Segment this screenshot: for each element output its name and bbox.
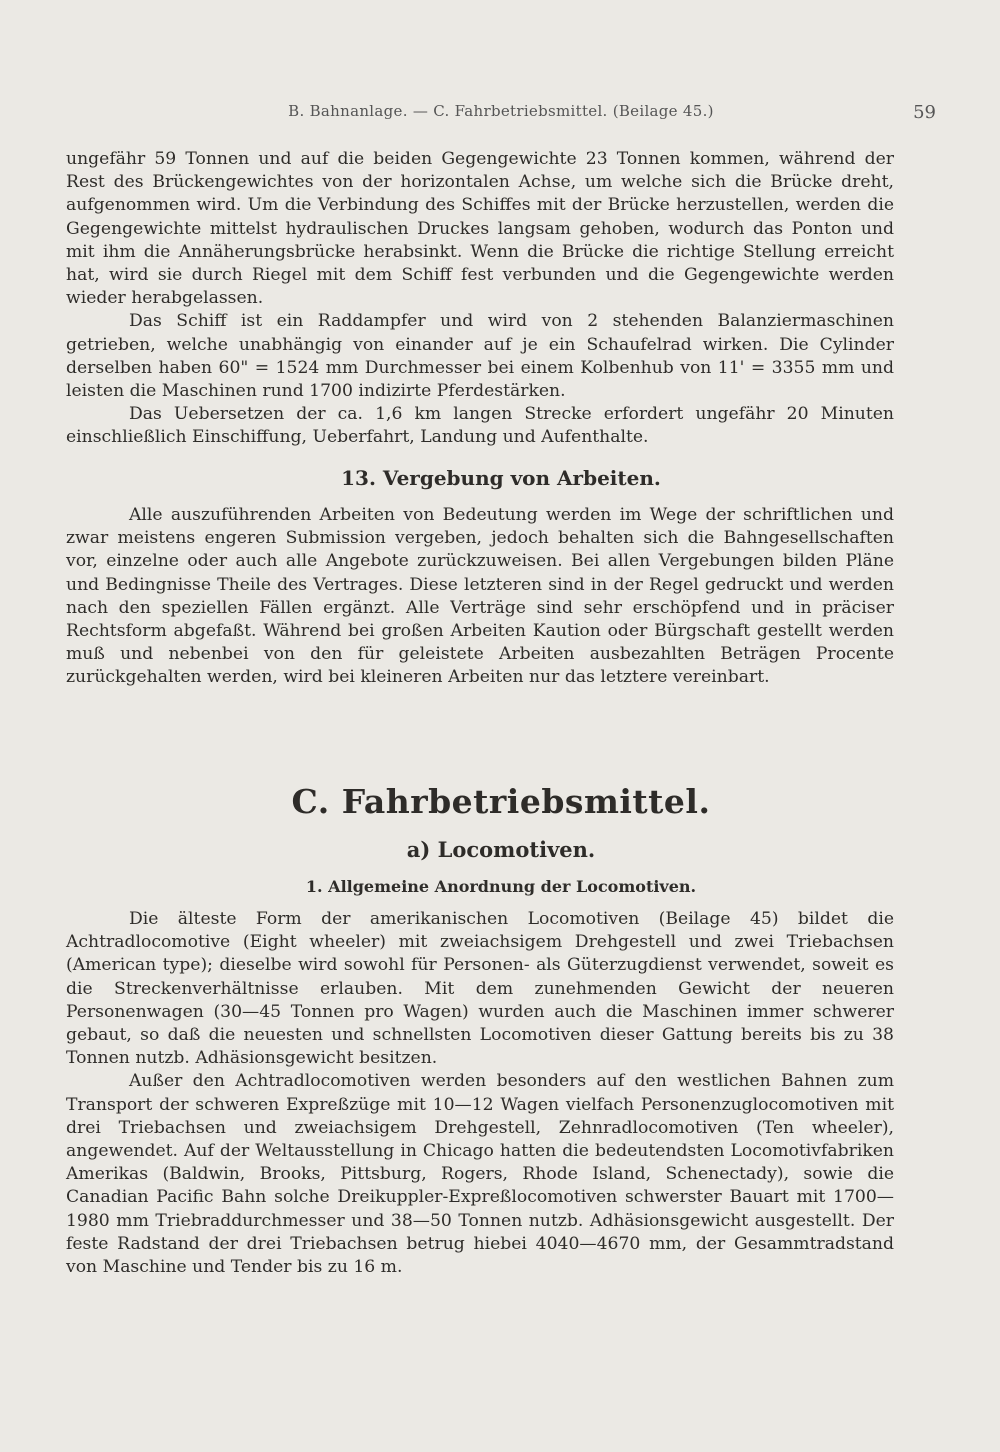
chapter-heading-c: C. Fahrbetriebsmittel. [291,782,711,821]
running-title: B. Bahnanlage. — C. Fahrbetriebsmittel. (Beilage 45.) [288,102,714,120]
paragraph: Alle auszuführenden Arbeiten von Bedeutung werden im Wege der schriftlichen und zwar meistens engeren Submission vergeben, jedoch behalten sich die Bahngesellschaften vor, einzelne oder auch alle Angebote zurückzuweisen. Bei allen Vergebungen bilden Pläne und Bedingnisse Theile des Vertrages. Diese letzteren sind in der Regel gedruckt und werden nach den speziellen Fällen ergänzt. Alle Verträge sind sehr erschöpfend und in präciser Rechtsform abgefaßt. Während bei großen Arbeiten Kaution oder Bürgschaft gestellt werden muß und nebenbei von den für geleistete Arbeiten ausbezahlten Beträgen Procente zurückgehalten werden, wird bei kleineren Arbeiten nur das letztere vereinbart. [66,505,894,688]
subheading-a: a) Locomotiven. [406,837,596,862]
paragraph: Die älteste Form der amerikanischen Locomotiven (Beilage 45) bildet die Achtradlocomotive (Eight wheeler) mit zweiachsigem Drehgestell und zwei Triebachsen (American type); dieselbe wird sowohl für Personen- als Güterzugdienst verwendet, soweit es die Streckenverhältnisse erlauben. Mit dem zunehmenden Gewicht der neueren Personenwagen (30—45 Tonnen pro Wagen) wurden auch die Maschinen immer schwerer gebaut, so daß die neuesten und schnellsten Locomotiven dieser Gattung bereits bis zu 38 Tonnen nutzb. Adhäsionsgewicht besitzen. [66,909,894,1069]
paragraph: Das Uebersetzen der ca. 1,6 km langen Strecke erfordert ungefähr 20 Minuten einschließlich Einschiffung, Ueberfahrt, Landung und Aufenthalte. [66,404,894,448]
section-heading-13: 13. Vergebung von Arbeiten. [341,466,661,490]
text-block-bridge [66,148,894,450]
running-header [66,102,936,126]
paragraph: Das Schiff ist ein Raddampfer und wird von 2 stehenden Balanziermaschinen getrieben, welche unabhängig von einander auf je ein Schaufelrad wirken. Die Cylinder derselben haben 60" = 1524 mm Durchmesser bei einem Kolbenhub von 11' = 3355 mm und leisten die Maschinen rund 1700 indizirte Pferdestärken. [66,311,894,402]
text-block-locomotiven [66,908,894,1279]
paragraph: Außer den Achtradlocomotiven werden besonders auf den westlichen Bahnen zum Transport der schweren Expreßzüge mit 10—12 Wagen vielfach Personenzuglocomotiven mit drei Triebachsen und zweiachsigem Drehgestell, Zehnradlocomotiven (Ten wheeler), angewendet. Auf der Weltausstellung in Chicago hatten die bedeutendsten Locomotivfabriken Amerikas (Baldwin, Brooks, Pittsburg, Rogers, Rhode Island, Schenectady), sowie die Canadian Pacific Bahn solche Dreikuppler-Expreßlocomotiven schwerster Bauart mit 1700—1980 mm Triebraddurchmesser und 38—50 Tonnen nutzb. Adhäsionsgewicht ausgestellt. Der feste Radstand der drei Triebachsen betrug hiebei 4040—4670 mm, der Gesammtradstand von Maschine und Tender bis zu 16 m. [66,1071,894,1278]
page-number: 59 [913,102,936,123]
paragraph: ungefähr 59 Tonnen und auf die beiden Gegengewichte 23 Tonnen kommen, während der Rest des Brückengewichtes von der horizontalen Achse, um welche sich die Brücke dreht, aufgenommen wird. Um die Verbindung des Schiffes mit der Brücke herzustellen, werden die Gegengewichte mittelst hydraulischen Druckes langsam gehoben, wodurch das Ponton und mit ihm die Annäherungsbrücke herabsinkt. Wenn die Brücke die richtige Stellung erreicht hat, wird sie durch Riegel mit dem Schiff fest verbunden und die Gegengewichte werden wieder herabgelassen. [66,149,894,309]
text-block-vergebung [66,504,894,690]
subheading-1: 1. Allgemeine Anordnung der Locomotiven. [305,877,697,896]
